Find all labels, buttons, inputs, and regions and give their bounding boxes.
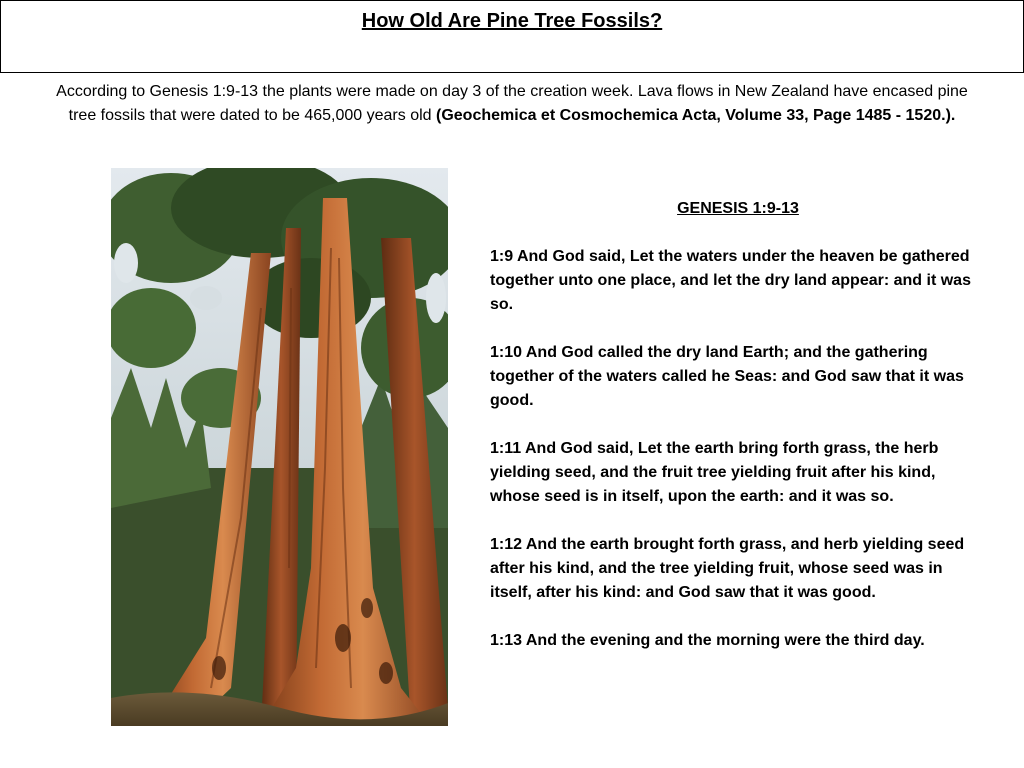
verse-1-13: 1:13 And the evening and the morning were the third day. [490, 632, 925, 649]
verse-1-10: 1:10 And God called the dry land Earth; and the gathering together of the waters called he Seas: and God saw that it was good. [490, 344, 964, 409]
slide-title: How Old Are Pine Tree Fossils? [361, 10, 663, 32]
verse-1-11: 1:11 And God said, Let the earth bring forth grass, the herb yielding seed, and the fruit tree yielding fruit after his kind, whose seed is in itself, upon the earth: and it was so. [490, 440, 939, 505]
title-box [0, 0, 1024, 73]
intro-text: According to Genesis 1:9-13 the plants were made on day 3 of the creation week. Lava flows in New Zealand have encased pine tree fossils that were dated to be 465,000 years old [56, 83, 968, 124]
scripture-heading: GENESIS 1:9-13 [677, 200, 799, 217]
scripture-block [490, 197, 986, 677]
sequoia-trees-photo [111, 168, 448, 726]
tree-illustration [111, 168, 448, 726]
intro-paragraph [50, 80, 974, 128]
verse-1-9: 1:9 And God said, Let the waters under the heaven be gathered together unto one place, and let the dry land appear: and it was so. [490, 248, 971, 313]
verse-1-12: 1:12 And the earth brought forth grass, and herb yielding seed after his kind, and the tree yielding fruit, whose seed was in itself, after his kind: and God saw that it was good. [490, 536, 965, 601]
intro-reference: (Geochemica et Cosmochemica Acta, Volume 33, Page 1485 - 1520.). [436, 107, 956, 124]
